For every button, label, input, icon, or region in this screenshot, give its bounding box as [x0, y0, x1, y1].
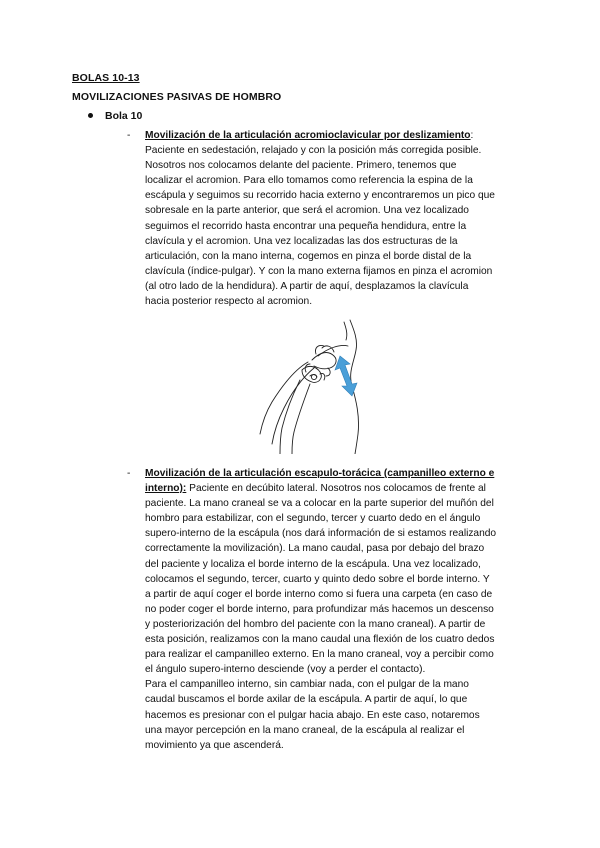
paragraph-line: Paciente en sedestación, relajado y con la posición más corregida posible. — [145, 145, 482, 157]
paragraph-line: paciente. La mano craneal se va a colocar en la parte superior del muñón del — [145, 498, 494, 510]
paragraph-line: no poder coger el borde interno, para profundizar más hacemos un descenso — [145, 603, 494, 615]
paragraph-line: caudal buscamos el borde axilar de la escápula. A partir de aquí, lo que — [145, 694, 468, 706]
paragraph-line: supero-interno de la escápula (nos dará información de si estamos realizando — [145, 528, 497, 540]
paragraph-line: hacia posterior respecto al acromion. — [145, 296, 313, 308]
dash-marker: - — [127, 130, 131, 141]
paragraph-line: una mayor percepción en la mano craneal, de la escápula al realizar el — [145, 724, 465, 736]
paragraph-line: seguimos el recorrido hasta encontrar una pequeña hendidura, entre la — [145, 220, 467, 232]
paragraph-line: clavícula y el acromion. Una vez localizadas las dos estructuras de la — [145, 235, 458, 247]
shoulder-mobilization-illustration — [258, 316, 368, 454]
bullet-item-bola-10 — [88, 110, 142, 122]
section-body — [145, 466, 535, 753]
section-heading-cont: interno): — [145, 483, 187, 495]
paragraph-line: correctamente la movilización). La mano caudal, pasa por debajo del brazo — [145, 543, 485, 555]
document-subtitle: MOVILIZACIONES PASIVAS DE HOMBRO — [72, 91, 282, 103]
paragraph-text: Paciente en decúbito lateral. Nosotros nos colocamos de frente al — [186, 483, 486, 495]
bullet-label: Bola 10 — [105, 110, 143, 122]
paragraph-line: hacemos es presionar con el pulgar hacia abajo. En este caso, notaremos — [145, 709, 480, 721]
section-heading: Movilización de la articulación acromioclavicular por deslizamiento — [145, 130, 471, 141]
paragraph-line: y posteriorización del hombro del paciente con la mano craneal). A partir de — [145, 618, 486, 630]
paragraph-line: hombro para estabilizar, con el segundo, tercer y cuarto dedo en el ángulo — [145, 513, 481, 525]
paragraph-line: el ángulo supero-interno desciende (voy a perder el contacto). — [145, 664, 426, 676]
paragraph-line: clavícula (índice-pulgar). Y con la mano externa fijamos en pinza el acromion — [145, 265, 493, 277]
document-title: BOLAS 10-13 — [72, 72, 140, 84]
paragraph-line: a partir de aquí coger el borde interno como si fuera una carpeta (en caso de — [145, 588, 493, 600]
paragraph-line: articulación, con la mano interna, cogemos en pinza el borde distal de la — [145, 250, 472, 262]
heading-colon: : — [470, 130, 474, 141]
paragraph-line: (al otro lado de la hendidura). A partir de aquí, desplazamos la clavícula — [145, 280, 469, 292]
paragraph-line: Para el campanilleo interno, sin cambiar nada, con el pulgar de la mano — [145, 679, 469, 691]
bullet-dot-icon — [88, 113, 93, 118]
paragraph-line — [145, 481, 535, 496]
paragraph-line: Nosotros nos colocamos delante del paciente. Primero, tenemos que — [145, 160, 457, 172]
paragraph-line: del paciente y localiza el borde interno de la escápula. Una vez localizado, — [145, 558, 481, 570]
paragraph-line: escápula y seguimos su recorrido hacia externo y encontraremos un pico que — [145, 190, 495, 202]
dash-marker: - — [127, 468, 131, 479]
section-heading-line — [145, 128, 535, 143]
paragraph-line: para realizar el campanilleo externo. En la mano craneal, voy a percibir como — [145, 649, 494, 661]
paragraph-line: movimiento ya que ascenderá. — [145, 739, 284, 751]
section-body — [145, 128, 535, 309]
section-heading: Movilización de la articulación escapulo-torácica (campanilleo externo e — [145, 468, 495, 479]
paragraph-line: colocamos el segundo, tercer, cuarto y quinto dedo sobre el borde interno. Y — [145, 573, 490, 585]
paragraph-line: sobresale en la parte anterior, que será el acromion. Una vez localizado — [145, 205, 469, 217]
paragraph-line: localizar el acromion. Para ello tomamos como referencia la espina de la — [145, 175, 473, 187]
paragraph-line: esta posición, realizamos con la mano caudal una flexión de los cuatro dedos — [145, 634, 495, 646]
